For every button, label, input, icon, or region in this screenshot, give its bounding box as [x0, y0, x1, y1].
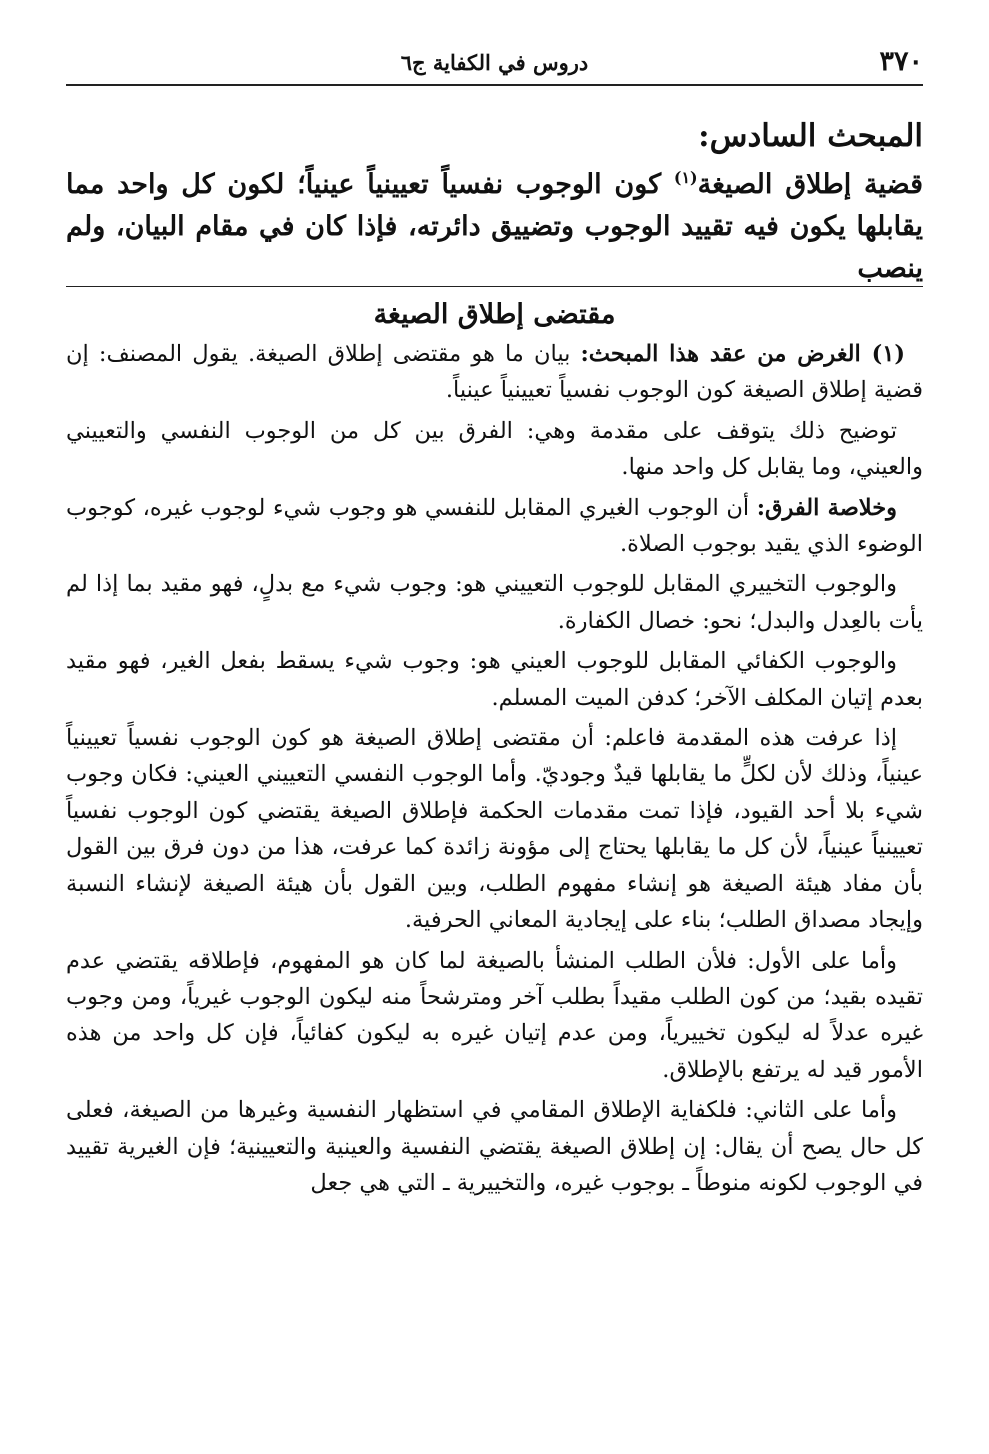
paragraph-text: توضيح ذلك يتوقف على مقدمة وهي: الفرق بين كل من الوجوب النفسي والتعييني والعيني، وما يقابل كل واحد منها.	[66, 417, 923, 481]
main-text-start: قضية إطلاق الصيغة	[697, 169, 923, 200]
footnote-paragraph	[66, 566, 923, 639]
page-number: ٣٧٠	[879, 46, 923, 77]
paragraph-text: أن الوجوب الغيري المقابل للنفسي هو وجوب شيء لوجوب غيره، كوجوب الوضوء الذي يقيد بوجوب الصلاة.	[66, 494, 923, 558]
page-header	[66, 42, 923, 86]
footnote-paragraph	[66, 943, 923, 1089]
paragraph-text: وأما على الأول: فلأن الطلب المنشأ بالصيغة لما كان هو المفهوم، فإطلاقه يقتضي عدم تقيده بقيد؛ من كون الطلب مقيداً بطلب آخر ومترشحاً منه ليكون الوجوب غيرياً، ومن وجوب غيره عدلاً له ليكون تخييرياً، ومن عدم إتيان غيره به ليكون كفائياً، فإن كل واحد من هذه الأمور قيد له يرتفع بالإطلاق.	[66, 947, 923, 1083]
footnote-paragraph	[66, 336, 923, 409]
paragraph-bold-lead: وخلاصة الفرق:	[756, 494, 898, 521]
paragraph-text: والوجوب الكفائي المقابل للوجوب العيني هو: وجوب شيء يسقط بفعل الغير، فهو مقيد بعدم إتيان المكلف الآخر؛ كدفن الميت المسلم.	[66, 648, 923, 711]
paragraph-text: والوجوب التخييري المقابل للوجوب التعييني هو: وجوب شيء مع بدلٍ، فهو مقيد بما إذا لم يأت بالعِدل والبدل؛ نحو: خصال الكفارة.	[66, 571, 923, 634]
footnotes-block	[66, 294, 923, 1205]
footnote-paragraph	[66, 720, 923, 938]
paragraph-bold-lead: (١) الغرض من عقد هذا المبحث:	[580, 341, 905, 367]
footnote-paragraph	[66, 490, 923, 563]
footnote-reference[interactable]: (١)	[673, 168, 698, 187]
footnote-paragraph	[66, 643, 923, 716]
main-paragraph	[66, 164, 923, 290]
main-text-rest: كون الوجوب نفسياً تعيينياً عينياً؛ لكون كل واحد مما يقابلها يكون فيه تقييد الوجوب وتضييق دائرته، فإذا كان في مقام البيان، ولم ينصب	[66, 169, 923, 284]
paragraph-text: وأما على الثاني: فلكفاية الإطلاق المقامي في استظهار النفسية وغيرها من الصيغة، فعلى كل حال يصح أن يقال: إن إطلاق الصيغة يقتضي النفسية والعينية والتعيينية؛ فإن الغيرية تقييد في الوجوب لكونه منوطاً ـ بوجوب غيره، والتخييرية ـ التي هي جعل	[66, 1097, 923, 1196]
footnote-heading: مقتضى إطلاق الصيغة	[373, 299, 616, 330]
footnote-paragraph	[66, 413, 923, 486]
main-text-block	[66, 112, 923, 290]
footnote-separator	[66, 286, 923, 287]
running-title: دروس في الكفاية ج٦	[400, 50, 589, 75]
paragraph-text: بيان ما هو مقتضى إطلاق الصيغة. يقول المصنف: إن قضية إطلاق الصيغة كون الوجوب نفسياً تعيينياً عينياً.	[66, 341, 923, 404]
section-title: المبحث السادس:	[698, 118, 923, 154]
paragraph-text: إذا عرفت هذه المقدمة فاعلم: أن مقتضى إطلاق الصيغة هو كون الوجوب نفسياً تعيينياً عينياً، وذلك لأن لكلٍّ ما يقابلها قيدٌ وجوديّ. وأما الوجوب النفسي التعييني العيني: فكان وجوب شيء بلا أحد القيود، فإذا تمت مقدمات الحكمة فإطلاق الصيغة يقتضي كون الوجوب نفسياً تعيينياً عينياً، لأن كل ما يقابلها يحتاج إلى مؤونة زائدة كما عرفت، هذا من دون فرق بين القول بأن مفاد هيئة الصيغة هو إنشاء مفهوم الطلب، وبين القول بأن هيئة الصيغة لإنشاء النسبة وإيجاد مصداق الطلب؛ بناء على إيجادية المعاني الحرفية.	[66, 725, 923, 934]
footnote-paragraph	[66, 1092, 923, 1201]
